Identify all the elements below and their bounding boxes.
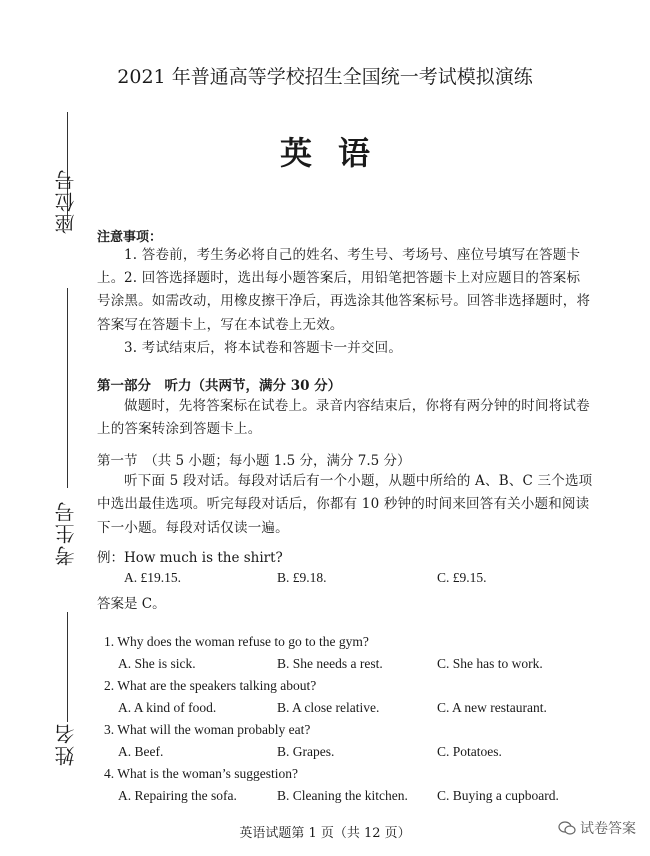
example-question: 例：How much is the shirt? xyxy=(97,550,283,566)
section1-instruction: 听下面 5 段对话。每段对话后有一个小题，从题中所给的 A、B、C 三个选项中选出最佳选项。听完每段对话后，你都有 10 秒钟的时间来回答有关小题和阅读下一小题。每段对话仅读一遍。 xyxy=(97,473,593,536)
subject-title: 英语 xyxy=(279,134,396,172)
question-3: 3. What will the woman probably eat? xyxy=(104,722,311,737)
q4-option-b: B. Cleaning the kitchen. xyxy=(277,788,408,803)
question-1: 1. Why does the woman refuse to go to the gym? xyxy=(104,634,369,649)
q1-option-a: A. She is sick. xyxy=(118,656,196,671)
watermark-text: 试卷答案 xyxy=(580,821,636,837)
watermark xyxy=(558,818,636,838)
exam-no-line xyxy=(67,288,68,488)
q3-option-b: B. Grapes. xyxy=(277,744,335,759)
notice-item-3: 3. 考试结束后，将本试卷和答题卡一并交回。 xyxy=(124,340,403,356)
q4-option-a: A. Repairing the sofa. xyxy=(118,788,237,803)
page-footer: 英语试题第 1 页（共 12 页） xyxy=(239,826,411,841)
example-option-a: A. £19.15. xyxy=(124,570,181,585)
exam-no-label: 考生号 xyxy=(54,500,78,566)
part1-instruction: 做题时，先将答案标在试卷上。录音内容结束后，你将有两分钟的时间将试卷上的答案转涂到答题卡上。 xyxy=(97,398,590,438)
name-line xyxy=(67,612,68,722)
notice-item-2: 2. 回答选择题时，选出每小题答案后，用铅笔把答题卡上对应题目的答案标号涂黑。如需改动，用橡皮擦干净后，再选涂其他答案标号。回答非选择题时，将答案写在答题卡上，写在本试卷上无效。 xyxy=(97,270,591,333)
part1-heading: 第一部分 听力（共两节，满分 30 分） xyxy=(97,378,342,394)
q2-option-a: A. A kind of food. xyxy=(118,700,217,715)
notice-heading: 注意事项： xyxy=(97,230,163,245)
question-4: 4. What is the woman’s suggestion? xyxy=(104,766,298,781)
example-option-b: B. £9.18. xyxy=(277,570,327,585)
q2-option-c: C. A new restaurant. xyxy=(437,700,547,715)
example-answer: 答案是 C。 xyxy=(97,596,166,612)
q1-option-c: C. She has to work. xyxy=(437,656,543,671)
name-label: 姓名 xyxy=(54,722,78,766)
q2-option-b: B. A close relative. xyxy=(277,700,380,715)
wechat-icon xyxy=(558,821,576,835)
q1-option-b: B. She needs a rest. xyxy=(277,656,383,671)
section1-heading: 第一节 （共 5 小题；每小题 1.5 分，满分 7.5 分） xyxy=(97,453,411,469)
q3-option-a: A. Beef. xyxy=(118,744,164,759)
exam-title: 2021 年普通高等学校招生全国统一考试模拟演练 xyxy=(117,66,533,88)
q4-option-c: C. Buying a cupboard. xyxy=(437,788,559,803)
notice-item-1: 1. 答卷前，考生务必将自己的姓名、考生号、考场号、座位号填写在答题卡上。 xyxy=(97,247,581,287)
question-2: 2. What are the speakers talking about? xyxy=(104,678,317,693)
example-option-c: C. £9.15. xyxy=(437,570,487,585)
q3-option-c: C. Potatoes. xyxy=(437,744,502,759)
seat-label: 座位号 xyxy=(54,168,78,234)
